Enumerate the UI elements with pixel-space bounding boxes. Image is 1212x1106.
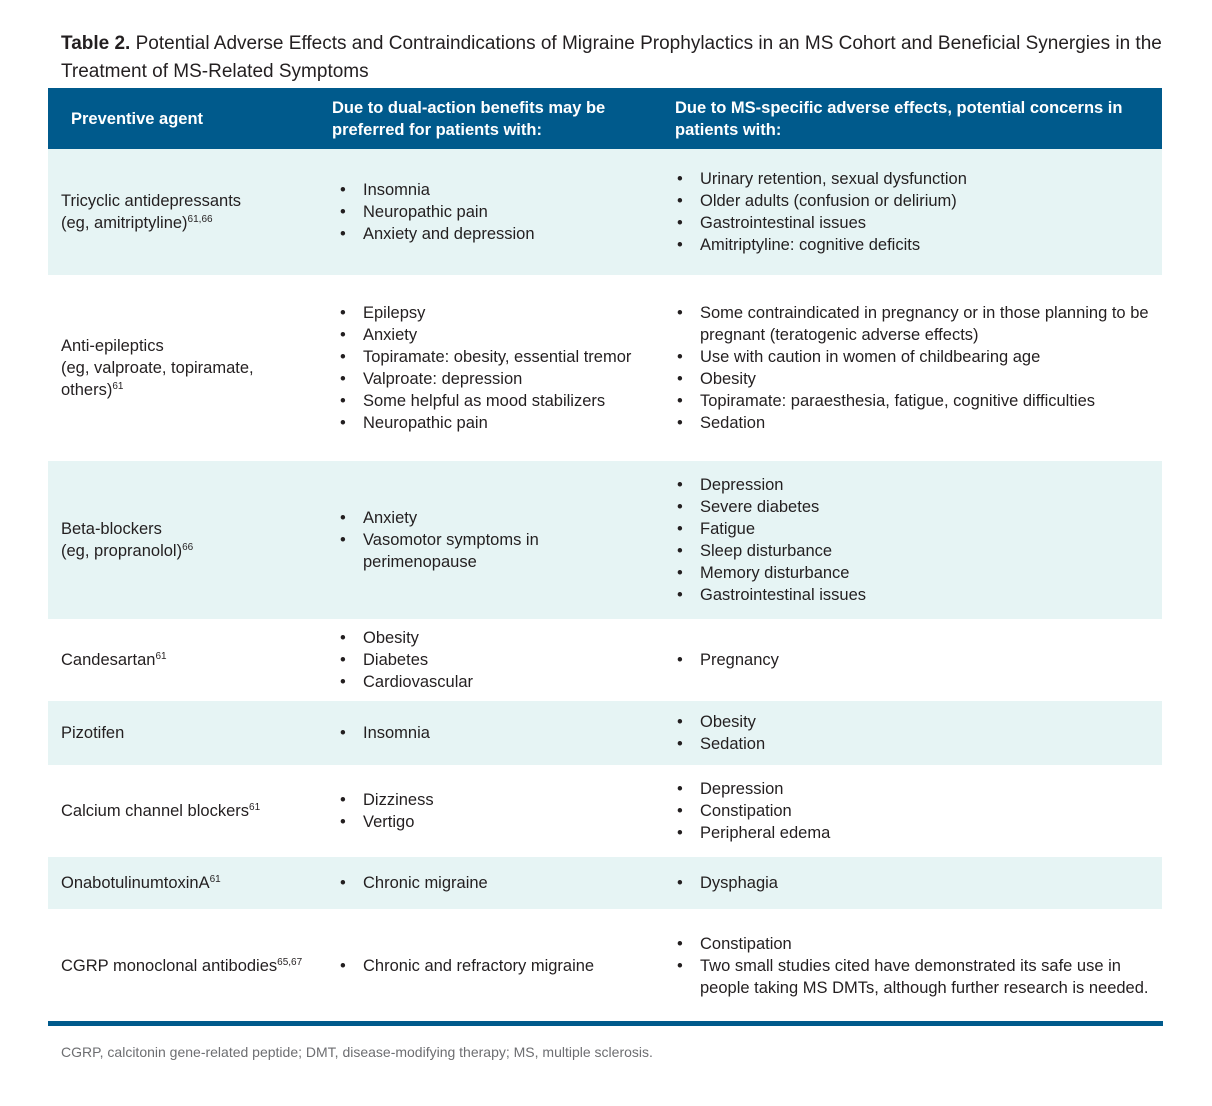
preventive-agent-cell bbox=[48, 909, 319, 1023]
agent-name-text: Candesartan bbox=[61, 651, 156, 669]
benefit-item: • Neuropathic pain bbox=[335, 412, 652, 434]
concern-item: • Sleep disturbance bbox=[672, 540, 1152, 562]
table-row bbox=[48, 149, 1162, 275]
agent-name-text: Calcium channel blockers bbox=[61, 802, 250, 820]
concern-item: • Use with caution in women of childbearing age bbox=[672, 346, 1152, 368]
benefits-list bbox=[335, 955, 652, 977]
benefits-cell bbox=[319, 857, 662, 909]
preventive-agent-name bbox=[61, 955, 309, 977]
concerns-cell bbox=[662, 909, 1162, 1023]
benefits-cell bbox=[319, 701, 662, 765]
benefits-list bbox=[335, 789, 652, 833]
concerns-list bbox=[672, 711, 1152, 755]
preventive-agent-cell bbox=[48, 765, 319, 857]
concern-item: • Severe diabetes bbox=[672, 496, 1152, 518]
benefit-item: • Cardiovascular bbox=[335, 671, 652, 693]
preventive-agent-cell bbox=[48, 461, 319, 619]
benefit-item: • Dizziness bbox=[335, 789, 652, 811]
reference-superscript: 65,67 bbox=[277, 957, 303, 968]
benefits-list bbox=[335, 302, 652, 434]
benefit-item: • Obesity bbox=[335, 627, 652, 649]
concern-item: • Depression bbox=[672, 474, 1152, 496]
table-row bbox=[48, 275, 1162, 461]
concerns-cell bbox=[662, 461, 1162, 619]
benefit-item: • Vasomotor symptoms in perimenopause bbox=[335, 529, 652, 573]
preventive-agent-name: Anti-epileptics bbox=[61, 337, 164, 355]
benefit-item: • Insomnia bbox=[335, 179, 652, 201]
agent-name-text: CGRP monoclonal antibodies bbox=[61, 957, 278, 975]
concern-item: • Amitriptyline: cognitive deficits bbox=[672, 234, 1152, 256]
benefit-item: • Diabetes bbox=[335, 649, 652, 671]
concern-item: • Peripheral edema bbox=[672, 822, 1152, 844]
concerns-cell bbox=[662, 619, 1162, 701]
benefit-item: • Anxiety and depression bbox=[335, 223, 652, 245]
concerns-cell bbox=[662, 765, 1162, 857]
table-title bbox=[61, 30, 1171, 86]
bottom-rule bbox=[48, 1021, 1163, 1026]
agent-name-text: (eg, amitriptyline) bbox=[61, 214, 188, 232]
preventive-agent-cell bbox=[48, 619, 319, 701]
benefits-cell bbox=[319, 909, 662, 1023]
preventive-agent-name bbox=[61, 212, 309, 234]
concerns-cell bbox=[662, 701, 1162, 765]
table-row bbox=[48, 461, 1162, 619]
header-preventive-agent: Preventive agent bbox=[71, 109, 204, 128]
concern-item: • Topiramate: paraesthesia, fatigue, cognitive difficulties bbox=[672, 390, 1152, 412]
preventive-agent-name bbox=[61, 800, 309, 822]
concern-item: • Urinary retention, sexual dysfunction bbox=[672, 168, 1152, 190]
prophylactics-table bbox=[48, 88, 1162, 1023]
benefits-list bbox=[335, 722, 652, 744]
concern-item: • Memory disturbance bbox=[672, 562, 1152, 584]
benefit-item: • Chronic migraine bbox=[335, 872, 652, 894]
benefit-item: • Neuropathic pain bbox=[335, 201, 652, 223]
concern-item: • Pregnancy bbox=[672, 649, 1152, 671]
concern-item: • Depression bbox=[672, 778, 1152, 800]
table-row bbox=[48, 909, 1162, 1023]
concern-item: • Constipation bbox=[672, 933, 1152, 955]
concerns-list bbox=[672, 872, 1152, 894]
concern-item: • Fatigue bbox=[672, 518, 1152, 540]
table-row bbox=[48, 765, 1162, 857]
concerns-list bbox=[672, 302, 1152, 434]
concern-item: • Older adults (confusion or delirium) bbox=[672, 190, 1152, 212]
reference-superscript: 61 bbox=[209, 874, 221, 885]
table-row bbox=[48, 857, 1162, 909]
concerns-list bbox=[672, 649, 1152, 671]
benefit-item: • Epilepsy bbox=[335, 302, 652, 324]
preventive-agent-name bbox=[61, 540, 309, 562]
concern-item: • Gastrointestinal issues bbox=[672, 212, 1152, 234]
benefits-list bbox=[335, 507, 652, 573]
reference-superscript: 66 bbox=[182, 542, 194, 553]
benefits-list bbox=[335, 872, 652, 894]
preventive-agent-name bbox=[61, 649, 309, 671]
preventive-agent-cell bbox=[48, 275, 319, 461]
preventive-agent-name bbox=[61, 872, 309, 894]
reference-superscript: 61 bbox=[155, 651, 167, 662]
benefit-item: • Chronic and refractory migraine bbox=[335, 955, 652, 977]
benefit-item: • Anxiety bbox=[335, 324, 652, 346]
concern-item: • Obesity bbox=[672, 711, 1152, 733]
agent-name-text: OnabotulinumtoxinA bbox=[61, 874, 210, 892]
concerns-cell bbox=[662, 149, 1162, 275]
preventive-agent-name: (eg, valproate, topiramate, bbox=[61, 359, 254, 377]
preventive-agent-name: Beta-blockers bbox=[61, 520, 162, 538]
benefit-item: • Vertigo bbox=[335, 811, 652, 833]
footnote: CGRP, calcitonin gene-related peptide; DMT, disease-modifying therapy; MS, multiple sclerosis. bbox=[61, 1044, 653, 1060]
table-title-text: Potential Adverse Effects and Contraindications of Migraine Prophylactics in an MS Cohort and Beneficial Synergies in the Treatment of MS-Related Symptoms bbox=[61, 33, 1162, 82]
preventive-agent-name: Tricyclic antidepressants bbox=[61, 192, 242, 210]
preventive-agent-name bbox=[61, 379, 309, 401]
agent-name-text: (eg, propranolol) bbox=[61, 542, 183, 560]
benefit-item: • Topiramate: obesity, essential tremor bbox=[335, 346, 652, 368]
benefits-list bbox=[335, 179, 652, 245]
header-benefits: Due to dual-action benefits may be preferred for patients with: bbox=[332, 98, 606, 139]
agent-name-text: others) bbox=[61, 381, 113, 399]
table-row bbox=[48, 619, 1162, 701]
benefits-cell bbox=[319, 149, 662, 275]
concern-item: • Dysphagia bbox=[672, 872, 1152, 894]
preventive-agent-cell bbox=[48, 149, 319, 275]
concern-item: • Constipation bbox=[672, 800, 1152, 822]
reference-superscript: 61 bbox=[112, 381, 124, 392]
preventive-agent-name: Pizotifen bbox=[61, 724, 125, 742]
benefit-item: • Anxiety bbox=[335, 507, 652, 529]
table-title-lead: Table 2. bbox=[61, 33, 131, 54]
preventive-agent-cell bbox=[48, 701, 319, 765]
benefit-item: • Insomnia bbox=[335, 722, 652, 744]
concerns-list bbox=[672, 474, 1152, 606]
benefit-item: • Valproate: depression bbox=[335, 368, 652, 390]
concerns-cell bbox=[662, 275, 1162, 461]
concern-item: • Gastrointestinal issues bbox=[672, 584, 1152, 606]
reference-superscript: 61 bbox=[249, 802, 261, 813]
benefits-cell bbox=[319, 765, 662, 857]
concerns-list bbox=[672, 168, 1152, 256]
reference-superscript: 61,66 bbox=[187, 214, 213, 225]
benefits-list bbox=[335, 627, 652, 693]
benefit-item: • Some helpful as mood stabilizers bbox=[335, 390, 652, 412]
preventive-agent-cell bbox=[48, 857, 319, 909]
concerns-list bbox=[672, 778, 1152, 844]
table-row bbox=[48, 701, 1162, 765]
concerns-cell bbox=[662, 857, 1162, 909]
benefits-cell bbox=[319, 461, 662, 619]
concern-item: • Obesity bbox=[672, 368, 1152, 390]
benefits-cell bbox=[319, 619, 662, 701]
concern-item: • Sedation bbox=[672, 412, 1152, 434]
concern-item: • Some contraindicated in pregnancy or in those planning to be pregnant (teratogenic adverse effects) bbox=[672, 302, 1152, 346]
concerns-list bbox=[672, 933, 1152, 999]
header-concerns: Due to MS-specific adverse effects, potential concerns in patients with: bbox=[675, 98, 1123, 139]
table-header-row bbox=[48, 88, 1162, 149]
concern-item: • Two small studies cited have demonstrated its safe use in people taking MS DMTs, although further research is needed. bbox=[672, 955, 1152, 999]
benefits-cell bbox=[319, 275, 662, 461]
concern-item: • Sedation bbox=[672, 733, 1152, 755]
